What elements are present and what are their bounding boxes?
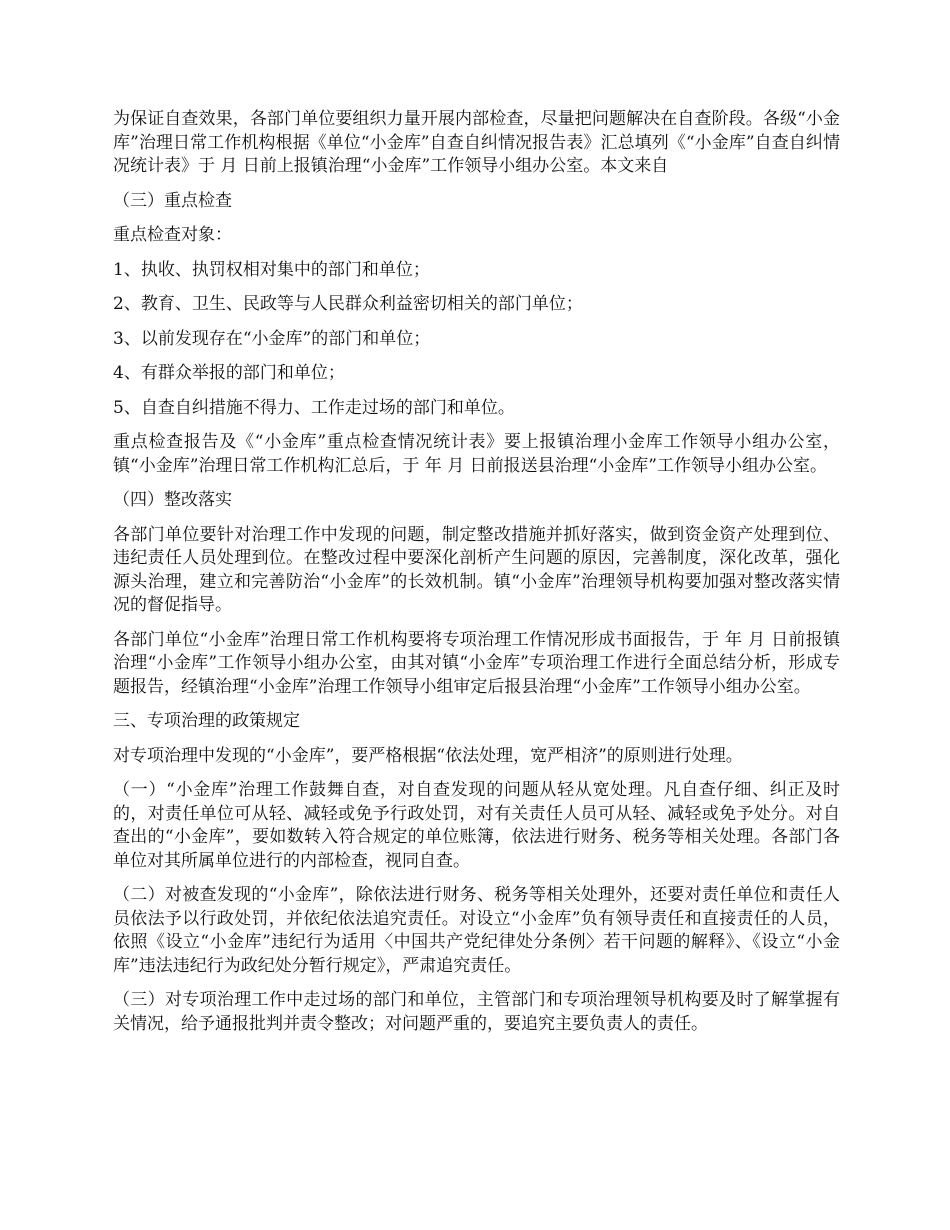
heading-rectification: （四）整改落实 [113, 490, 232, 510]
list-item-target-5: 5、自查自纠措施不得力、工作走过场的部门和单位。 [113, 397, 515, 418]
paragraph-policy-3: （三）对专项治理工作中走过场的部门和单位，主管部门和专项治理领导机构要及时了解掌握有关情况，给予通报批判并责令整改；对问题严重的，要追究主要负责人的责任。 [113, 990, 840, 1034]
paragraph-written-report: 各部门单位“小金库”治理日常工作机构要将专项治理工作情况形成书面报告，于 年 月 日前报镇治理“小金库”工作领导小组办公室，由其对镇“小金库”专项治理工作进行全面总结分析，形成专题报告，经镇治理“小金库”治理工作领导小组审定后报县治理“小金库”工作领导小组办公室。 [113, 629, 840, 697]
paragraph-inspection-report: 重点检查报告及《“小金库”重点检查情况统计表》要上报镇治理小金库工作领导小组办公室，镇“小金库”治理日常工作机构汇总后，于 年 月 日前报送县治理“小金库”工作领导小组办公室。 [113, 432, 840, 476]
document-body [113, 108, 840, 1047]
paragraph-inspection-targets: 重点检查对象： [113, 225, 232, 245]
paragraph-policy-1: （一）“小金库”治理工作鼓舞自查，对自查发现的问题从轻从宽处理。凡自查仔细、纠正及时的，对责任单位可从轻、减轻或免予行政处罚，对有关责任人员可从轻、减轻或免予处分。对自查出的“小金库”，要如数转入符合规定的单位账簿，依法进行财务、税务等相关处理。各部门各单位对其所属单位进行的内部检查，视同自查。 [113, 780, 840, 871]
heading-policy-provisions: 三、专项治理的政策规定 [113, 711, 300, 731]
list-item-target-1: 1、执收、执罚权相对集中的部门和单位； [113, 259, 430, 280]
paragraph-handling-principle: 对专项治理中发现的“小金库”，要严格根据“依法处理，宽严相济”的原则进行处理。 [113, 745, 743, 766]
paragraph-policy-2: （二）对被查发现的“小金库”，除依法进行财务、税务等相关处理外，还要对责任单位和责任人员依法予以行政处罚，并依纪依法追究责任。对设立“小金库”负有领导责任和直接责任的人员，依照《设立“小金库”违纪行为适用〈中国共产党纪律处分条例〉若干问题的解释》、《设立“小金库”违法违纪行为政纪处分暂行规定》，严肃追究责任。 [113, 885, 840, 976]
paragraph-rectification-measures: 各部门单位要针对治理工作中发现的问题，制定整改措施并抓好落实，做到资金资产处理到位、违纪责任人员处理到位。在整改过程中要深化剖析产生问题的原因，完善制度，深化改革，强化源头治理，建立和完善防治“小金库”的长效机制。镇“小金库”治理领导机构要加强对整改落实情况的督促指导。 [113, 524, 840, 615]
paragraph-self-check-effect: 为保证自查效果，各部门单位要组织力量开展内部检查，尽量把问题解决在自查阶段。各级“小金库”治理日常工作机构根据《单位“小金库”自查自纠情况报告表》汇总填列《“小金库”自查自纠情况统计表》于 月 日前上报镇治理“小金库”工作领导小组办公室。本文来自 [113, 109, 840, 176]
list-item-target-3: 3、以前发现存在“小金库”的部门和单位； [113, 328, 431, 349]
list-item-target-4: 4、有群众举报的部门和单位； [113, 363, 345, 383]
heading-key-inspection: （三）重点检查 [113, 190, 232, 211]
list-item-target-2: 2、教育、卫生、民政等与人民群众利益密切相关的部门单位； [113, 294, 583, 314]
